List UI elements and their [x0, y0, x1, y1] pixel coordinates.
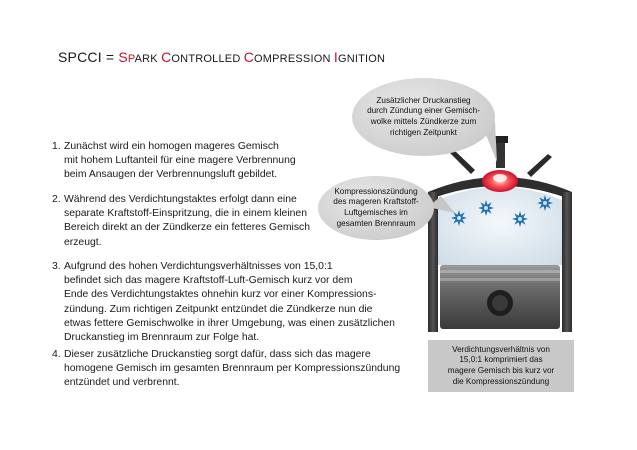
- callout-line: Zusätzlicher Druckanstieg: [376, 95, 471, 105]
- item-line: Während des Verdichtungstaktes erfolgt dann eine: [64, 194, 297, 205]
- item-number: 1.: [52, 141, 61, 152]
- item-line: homogene Gemisch im gesamten Brennraum per Kompressionszündung: [64, 363, 401, 375]
- item-number: 3.: [52, 261, 61, 272]
- callout-bubble-top: [352, 78, 495, 156]
- item-number: 4.: [52, 349, 61, 360]
- item-line: beim Ansaugen der Verbrennungsluft gebildet.: [64, 169, 278, 181]
- item-line: Bereich direkt an der Zündkerze ein fetteres Gemisch: [64, 222, 311, 234]
- callout-line: Verdichtungsverhältnis von: [452, 344, 550, 354]
- callout-bubble-mid: [318, 176, 434, 240]
- callout-line: durch Zündung einer Gemisch-: [367, 106, 480, 116]
- callout-line: die Kompressionszündung: [452, 376, 550, 386]
- item-line: separate Kraftstoff-Einspritzung, die in einem kleinen: [64, 208, 307, 220]
- item-line: entzündet und verbrennt.: [64, 377, 180, 389]
- item-line: Druckanstieg im Brennraum zur Folge hat.: [64, 332, 260, 344]
- callout-line: 15,0:1 komprimiert das: [459, 355, 543, 365]
- callout-line: magere Gemisch bis kurz vor: [447, 366, 555, 375]
- item-line: erzeugt.: [64, 236, 102, 248]
- callout-line: gesamten Brennraum: [336, 218, 416, 228]
- page-title: SPCCI = SPARK CONTROLLED COMPRESSION IGNITION: [58, 49, 386, 65]
- callout-line: Kompressionszündung: [334, 186, 418, 196]
- callout-line: Luftgemisches im: [344, 208, 408, 217]
- callout-box-bottom: [428, 340, 574, 392]
- item-line: etwas fettere Gemischwolke in ihrer Umgebung, was einen zusätzlichen: [64, 317, 395, 329]
- callout-line: wolke mittels Zündkerze zum: [370, 117, 477, 126]
- item-line: zündung. Zum richtigen Zeitpunkt entzündet die Zündkerze nun die: [64, 303, 373, 315]
- item-number: 2.: [52, 194, 61, 205]
- callout-line: des mageren Kraftstoff-: [333, 197, 419, 207]
- item-line: mit hohem Luftanteil für eine magere Verbrennung: [64, 155, 296, 167]
- callout-line: richtigen Zeitpunkt: [390, 127, 457, 137]
- item-line: Ende des Verdichtungstaktes ohnehin kurz vor einer Kompressions-: [64, 289, 377, 301]
- item-line: Zunächst wird ein homogen mageres Gemisch: [64, 141, 279, 152]
- item-line: Aufgrund des hohen Verdichtungsverhältnisses von 15,0:1: [64, 261, 333, 272]
- item-line: befindet sich das magere Kraftstoff-Luft-Gemisch kurz vor dem: [64, 275, 353, 287]
- item-line: Dieser zusätzliche Druckanstieg sorgt dafür, dass sich das magere: [64, 349, 371, 360]
